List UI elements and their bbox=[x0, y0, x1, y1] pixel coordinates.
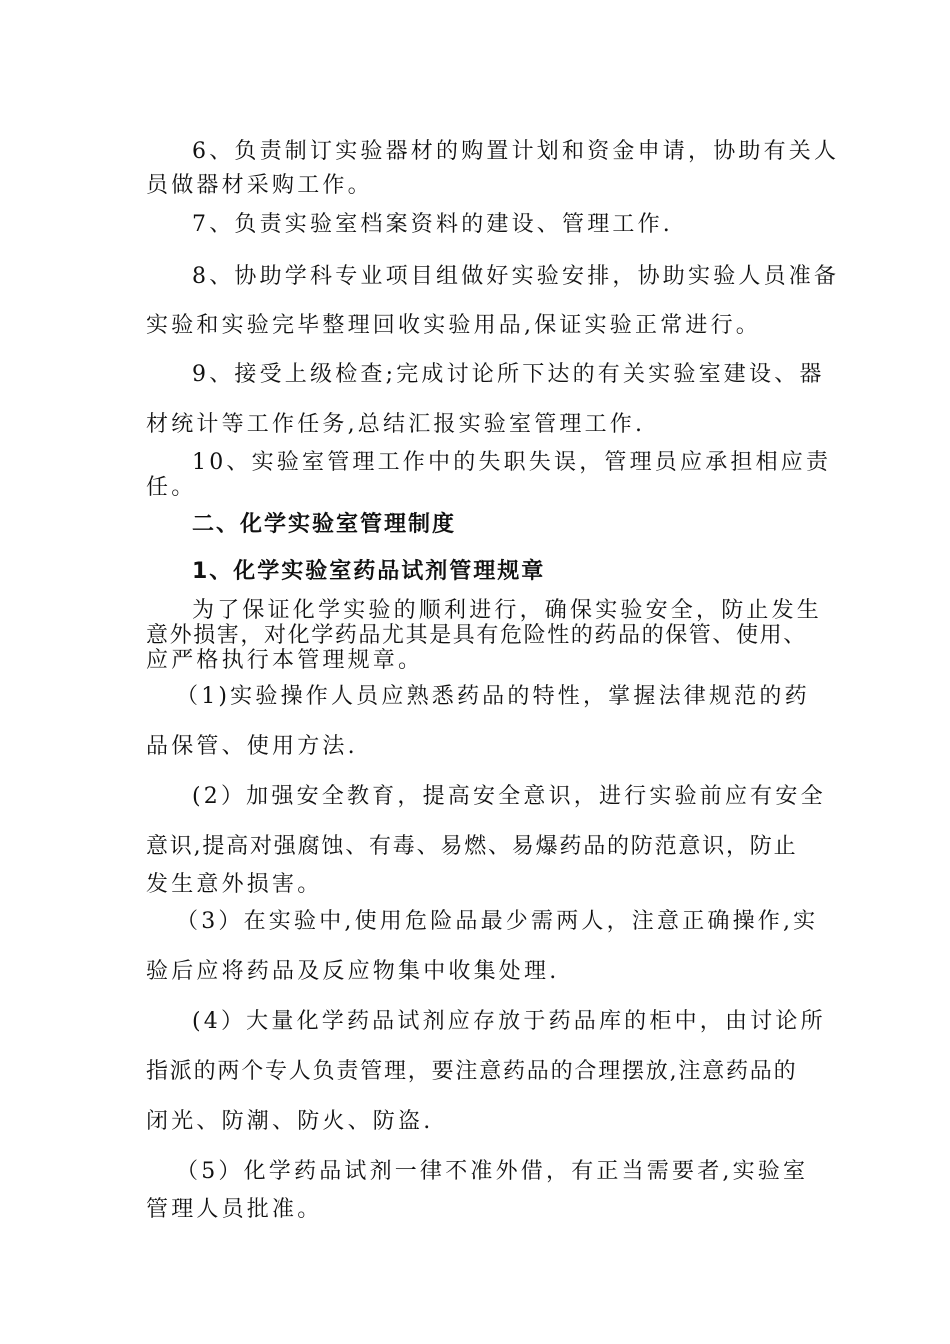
text-line: 任。 bbox=[146, 475, 197, 500]
text-line: 指派的两个专人负责管理，要注意药品的合理摆放,注意药品的 bbox=[146, 1059, 798, 1084]
text-line: 闭光、防潮、防火、防盗. bbox=[146, 1109, 434, 1134]
text-line: 为了保证化学实验的顺利进行，确保实验安全，防止发生 bbox=[192, 598, 823, 623]
text-line: 员做器材采购工作。 bbox=[146, 173, 373, 198]
text-line: (4）大量化学药品试剂应存放于药品库的柜中，由讨论所 bbox=[192, 1009, 826, 1034]
text-line: （1)实验操作人员应熟悉药品的特性，掌握法律规范的药 bbox=[176, 684, 810, 709]
text-line: 10、实验室管理工作中的失职失误，管理员应承担相应责 bbox=[192, 450, 832, 475]
text-line: (2）加强安全教育，提高安全意识，进行实验前应有安全 bbox=[192, 784, 826, 809]
section-heading: 二、化学实验室管理制度 bbox=[192, 512, 457, 537]
text-line: （5）化学药品试剂一律不准外借，有正当需要者,实验室 bbox=[176, 1159, 809, 1184]
text-line: 意外损害，对化学药品尤其是具有危险性的药品的保管、使用、 bbox=[146, 623, 807, 648]
text-line: 发生意外损害。 bbox=[146, 872, 323, 897]
subsection-heading: 1、化学实验室药品试剂管理规章 bbox=[192, 559, 546, 584]
text-line: 6、负责制订实验器材的购置计划和资金申请，协助有关人 bbox=[192, 139, 840, 164]
text-line: 材统计等工作任务,总结汇报实验室管理工作. bbox=[146, 412, 646, 437]
text-line: 品保管、使用方法. bbox=[146, 734, 358, 759]
text-line: 7、负责实验室档案资料的建设、管理工作. bbox=[192, 212, 673, 237]
text-line: 9、接受上级检查;完成讨论所下达的有关实验室建设、器 bbox=[192, 362, 825, 387]
text-line: 8、协助学科专业项目组做好实验安排，协助实验人员准备 bbox=[192, 264, 840, 289]
text-line: 验后应将药品及反应物集中收集处理. bbox=[146, 959, 560, 984]
text-line: 意识,提高对强腐蚀、有毒、易燃、易爆药品的防范意识，防止 bbox=[146, 834, 798, 859]
text-line: （3）在实验中,使用危险品最少需两人，注意正确操作,实 bbox=[176, 909, 819, 934]
text-line: 实验和实验完毕整理回收实验用品,保证实验正常进行。 bbox=[146, 313, 761, 338]
text-line: 应严格执行本管理规章。 bbox=[146, 648, 424, 673]
text-line: 管理人员批准。 bbox=[146, 1197, 323, 1222]
